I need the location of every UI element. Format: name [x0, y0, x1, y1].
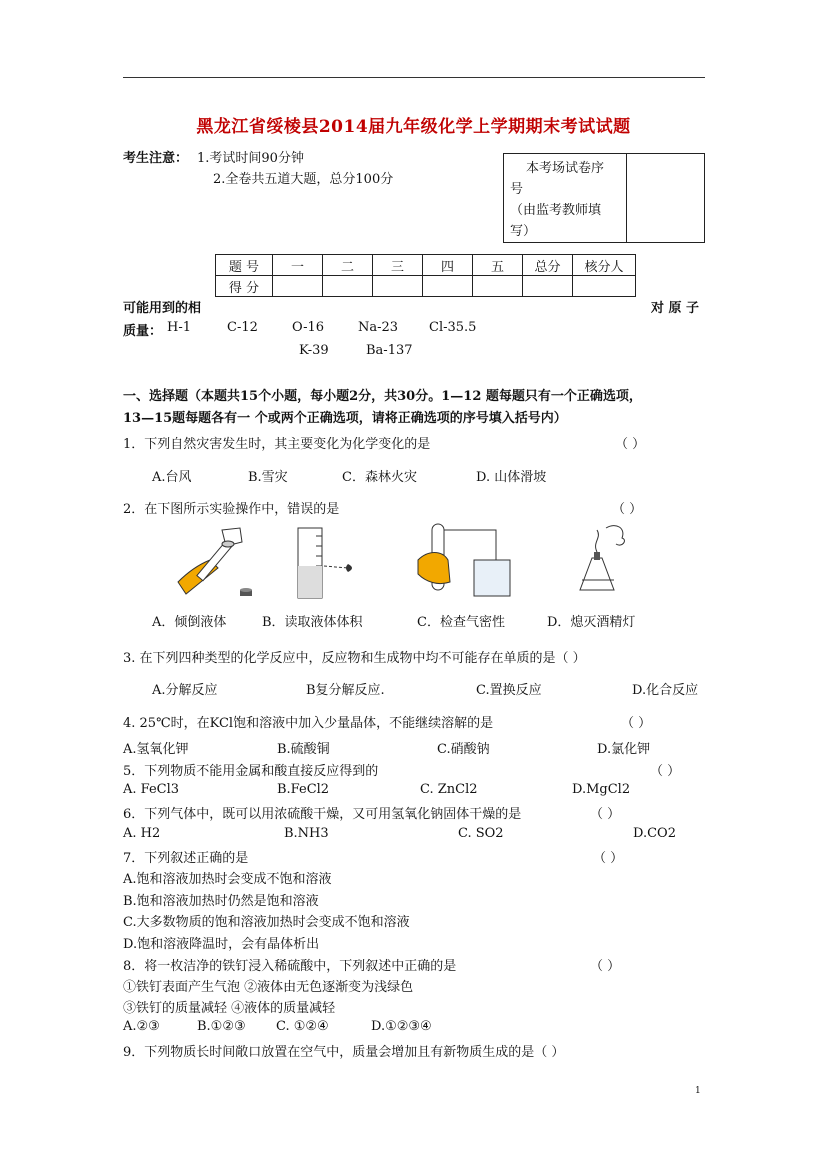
q2-stem: 2．在下图所示实验操作中，错误的是 — [123, 502, 340, 517]
q7-stem: 7．下列叙述正确的是 — [123, 851, 249, 866]
score-cell[interactable] — [273, 276, 323, 297]
page-number: 1 — [695, 1086, 701, 1096]
airtightness-check-illustration — [408, 520, 518, 604]
score-header-cell: 四 — [423, 255, 473, 276]
q5-option-d: D.MgCl2 — [572, 782, 631, 797]
q5-option-c: C. ZnCl2 — [420, 782, 478, 797]
q1-option-a: A.台风 — [152, 470, 192, 485]
atomic-mass-item: Na-23 — [358, 320, 399, 335]
q2-option-a: A．倾倒液体 — [152, 615, 227, 630]
q8-option-d: D.①②③④ — [371, 1019, 432, 1034]
q7-option-d: D.饱和溶液降温时，会有晶体析出 — [123, 937, 320, 952]
notice-line-1: 1.考试时间90分钟 — [197, 151, 304, 166]
q5-answer-paren[interactable]: （ ） — [650, 764, 681, 779]
q3-option-d: D.化合反应 — [632, 683, 699, 698]
q8-statement-2: ③铁钉的质量减轻 ④液体的质量减轻 — [123, 1001, 336, 1016]
atomic-mass-item: Cl-35.5 — [429, 320, 477, 335]
q7-option-a: A.饱和溶液加热时会变成不饱和溶液 — [123, 872, 332, 887]
atomic-mass-item: O-16 — [292, 320, 325, 335]
q6-answer-paren[interactable]: （ ） — [590, 807, 621, 822]
score-cell[interactable] — [573, 276, 636, 297]
q9-stem: 9．下列物质长时间敞口放置在空气中，质量会增加且有新物质生成的是（ ） — [123, 1045, 565, 1060]
graduated-cylinder-illustration — [288, 524, 368, 604]
score-cell[interactable] — [323, 276, 373, 297]
score-cell[interactable] — [523, 276, 573, 297]
score-table-score-row — [216, 276, 636, 297]
q6-option-c: C. SO2 — [458, 826, 504, 841]
exam-title: 黑龙江省绥棱县2014届九年级化学上学期期末考试试题 — [196, 117, 631, 137]
q6-option-a: A. H2 — [123, 826, 161, 841]
q8-answer-paren[interactable]: （ ） — [590, 959, 621, 974]
q2-answer-paren[interactable]: （ ） — [612, 502, 643, 517]
q2-option-d: D．熄灭酒精灯 — [547, 615, 636, 630]
q7-option-c: C.大多数物质的饱和溶液加热时会变成不饱和溶液 — [123, 915, 410, 930]
atomic-mass-item: C-12 — [227, 320, 258, 335]
q7-option-b: B.饱和溶液加热时仍然是饱和溶液 — [123, 894, 319, 909]
section-1-instructions-line-2: 13—15题每题各有一 个或两个正确选项，请将正确选项的序号填入括号内） — [123, 411, 567, 426]
atomic-mass-tail: 对 原 子 — [651, 301, 700, 316]
q4-option-c: C.硝酸钠 — [437, 742, 490, 757]
atomic-mass-item: K-39 — [299, 343, 329, 358]
q8-statement-1: ①铁钉表面产生气泡 ②液体由无色逐渐变为浅绿色 — [123, 980, 414, 995]
q8-option-a: A.②③ — [123, 1019, 160, 1034]
score-header-cell: 三 — [373, 255, 423, 276]
section-1-instructions-line-1: 一、选择题（本题共15个小题，每小题2分，共30分。1—12 题每题只有一个正确选项， — [123, 389, 642, 404]
atomic-mass-item: Ba-137 — [366, 343, 413, 358]
seat-number-box — [503, 153, 705, 243]
score-header-cell: 五 — [473, 255, 523, 276]
q1-option-c: C．森林火灾 — [342, 470, 417, 485]
q3-option-a: A.分解反应 — [152, 683, 218, 698]
atomic-mass-lead: 可能用到的相 — [123, 301, 202, 316]
q8-option-c: C. ①②④ — [276, 1019, 329, 1034]
seat-label-line-4: 写） — [510, 224, 537, 239]
q5-stem: 5．下列物质不能用金属和酸直接反应得到的 — [123, 764, 379, 779]
q8-stem: 8．将一枚洁净的铁钉浸入稀硫酸中，下列叙述中正确的是 — [123, 959, 457, 974]
score-cell[interactable] — [473, 276, 523, 297]
score-header-cell: 二 — [323, 255, 373, 276]
header-rule — [123, 77, 705, 78]
seat-label-line-1: 本考场试卷序 — [526, 161, 605, 176]
atomic-mass-item: H-1 — [167, 320, 192, 335]
score-cell[interactable] — [373, 276, 423, 297]
seat-label-line-2: 号 — [510, 182, 524, 197]
q5-option-b: B.FeCl2 — [277, 782, 330, 797]
q6-option-b: B.NH3 — [284, 826, 329, 841]
q1-option-b: B.雪灾 — [248, 470, 288, 485]
notice-line-2: 2.全卷共五道大题，总分100分 — [213, 172, 394, 187]
q4-option-a: A.氢氧化钾 — [123, 742, 189, 757]
q8-option-b: B.①②③ — [197, 1019, 246, 1034]
score-header-cell: 核分人 — [573, 255, 636, 276]
atomic-mass-label: 质量： — [123, 324, 163, 339]
q6-stem: 6．下列气体中，既可以用浓硫酸干燥，又可用氢氧化钠固体干燥的是 — [123, 807, 522, 822]
pour-liquid-illustration — [170, 524, 260, 604]
q1-answer-paren[interactable]: （ ） — [615, 437, 646, 452]
q3-stem: 3. 在下列四种类型的化学反应中，反应物和生成物中均不可能存在单质的是（ ） — [123, 651, 586, 666]
notice-label: 考生注意： — [123, 151, 189, 166]
q6-option-d: D.CO2 — [633, 826, 676, 841]
q4-stem: 4. 25℃时，在KCl饱和溶液中加入少量晶体，不能继续溶解的是 — [123, 716, 494, 731]
extinguish-lamp-illustration — [562, 518, 642, 602]
q3-option-b: B复分解反应. — [306, 683, 385, 698]
q3-option-c: C.置换反应 — [476, 683, 542, 698]
q5-option-a: A. FeCl3 — [123, 782, 180, 797]
q4-answer-paren[interactable]: （ ） — [621, 716, 652, 731]
score-header-cell: 总分 — [523, 255, 573, 276]
score-table — [215, 254, 636, 297]
score-header-cell: 一 — [273, 255, 323, 276]
score-header-cell: 题 号 — [216, 255, 273, 276]
q4-option-b: B.硫酸铜 — [277, 742, 330, 757]
seat-label-line-3: （由监考教师填 — [510, 203, 602, 218]
q7-answer-paren[interactable]: （ ） — [593, 851, 624, 866]
q2-option-c: C．检查气密性 — [417, 615, 505, 630]
q4-option-d: D.氯化钾 — [597, 742, 651, 757]
score-cell[interactable] — [423, 276, 473, 297]
score-row-label: 得 分 — [216, 276, 273, 297]
seat-number-label-cell — [504, 154, 627, 242]
q1-stem: 1．下列自然灾害发生时，其主要变化为化学变化的是 — [123, 437, 431, 452]
q1-option-d: D. 山体滑坡 — [476, 470, 547, 485]
q2-option-b: B．读取液体体积 — [262, 615, 363, 630]
score-table-header-row — [216, 255, 636, 276]
